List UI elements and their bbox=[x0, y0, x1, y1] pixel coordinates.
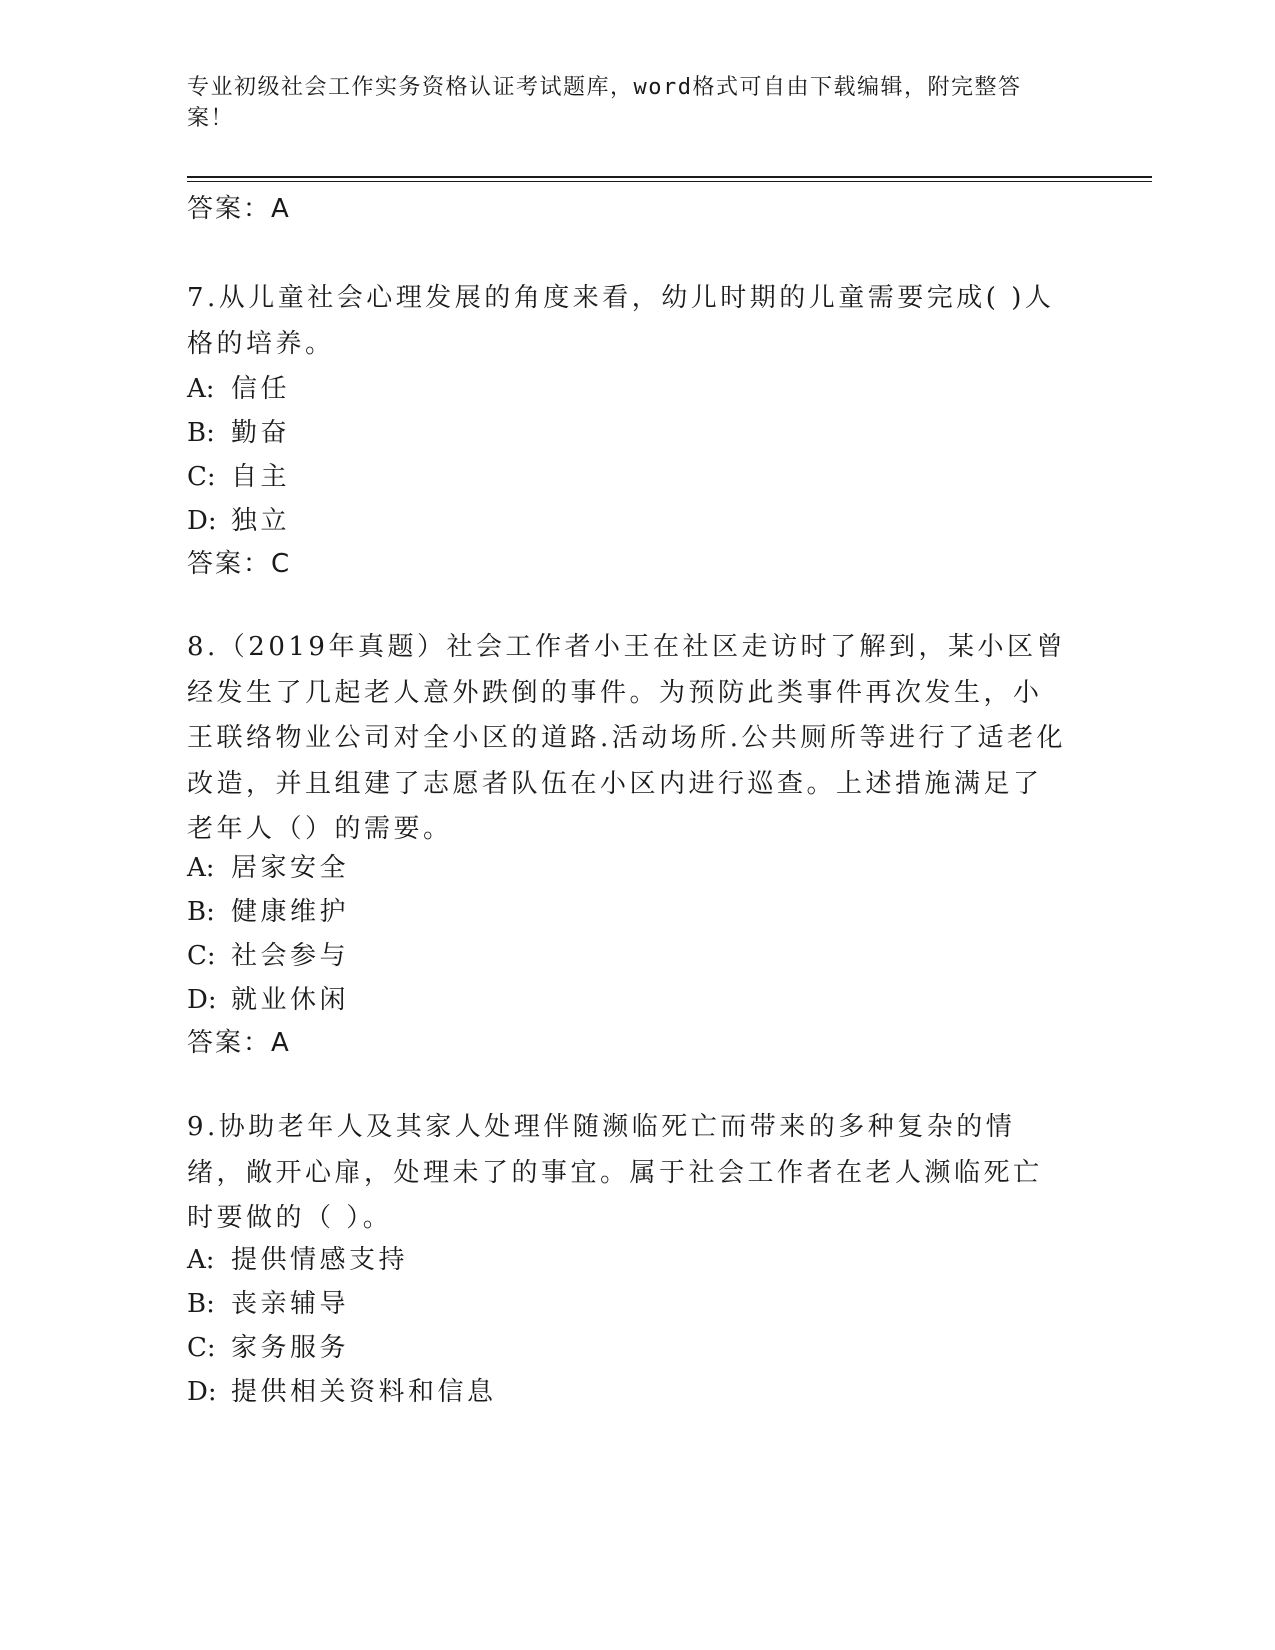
option-label: D: bbox=[187, 985, 217, 1015]
question-9-option-d bbox=[187, 1377, 497, 1407]
option-label: C: bbox=[187, 941, 216, 971]
option-text: 独立 bbox=[231, 506, 291, 536]
option-label: C: bbox=[187, 1333, 216, 1363]
option-text: 丧亲辅导 bbox=[231, 1289, 350, 1319]
question-8-option-a bbox=[187, 853, 349, 883]
option-text: 社会参与 bbox=[231, 941, 350, 971]
option-text: 家务服务 bbox=[231, 1333, 350, 1363]
answer-prev: 答案：A bbox=[187, 194, 291, 224]
document-header: 专业初级社会工作实务资格认证考试题库，word格式可自由下载编辑，附完整答案！ bbox=[187, 75, 1022, 131]
question-7-option-c bbox=[187, 462, 290, 492]
option-label: A: bbox=[187, 853, 215, 883]
option-text: 信任 bbox=[231, 374, 291, 404]
header-rule-thin bbox=[187, 181, 1152, 182]
option-label: D: bbox=[187, 506, 217, 536]
question-7-answer: 答案：C bbox=[187, 549, 292, 579]
question-7-option-d bbox=[187, 506, 290, 536]
question-8-text: 8.（2019年真题）社会工作者小王在社区走访时了解到，某小区曾经发生了几起老人意外跌倒的事件。为预防此类事件再次发生，小王联络物业公司对全小区的道路.活动场所.公共厕所等进行了适老化改造，并且组建了志愿者队伍在小区内进行巡查。上述措施满足了老年人（）的需要。 bbox=[187, 632, 1067, 844]
question-9-text: 9.协助老年人及其家人处理伴随濒临死亡而带来的多种复杂的情绪，敞开心扉，处理未了的事宜。属于社会工作者在老人濒临死亡时要做的（ ）。 bbox=[187, 1112, 1043, 1233]
question-8-option-b bbox=[187, 897, 349, 927]
question-9-option-a bbox=[187, 1245, 408, 1275]
question-9-option-c bbox=[187, 1333, 349, 1363]
question-7-option-b bbox=[187, 418, 290, 448]
option-label: A: bbox=[187, 1245, 215, 1275]
option-text: 提供相关资料和信息 bbox=[231, 1377, 497, 1407]
option-label: B: bbox=[187, 1289, 215, 1319]
question-7-option-a bbox=[187, 374, 290, 404]
question-8-option-c bbox=[187, 941, 349, 971]
option-label: D: bbox=[187, 1377, 217, 1407]
option-label: C: bbox=[187, 462, 216, 492]
option-text: 提供情感支持 bbox=[231, 1245, 409, 1275]
question-9-option-b bbox=[187, 1289, 349, 1319]
question-8-option-d bbox=[187, 985, 349, 1015]
option-text: 自主 bbox=[231, 462, 291, 492]
option-text: 勤奋 bbox=[231, 418, 291, 448]
question-7-text: 7.从儿童社会心理发展的角度来看，幼儿时期的儿童需要完成( )人格的培养。 bbox=[187, 283, 1055, 359]
option-label: B: bbox=[187, 418, 215, 448]
option-label: B: bbox=[187, 897, 215, 927]
option-label: A: bbox=[187, 374, 215, 404]
option-text: 健康维护 bbox=[231, 897, 350, 927]
option-text: 居家安全 bbox=[231, 853, 350, 883]
option-text: 就业休闲 bbox=[231, 985, 350, 1015]
question-8-answer: 答案：A bbox=[187, 1028, 291, 1058]
header-rule bbox=[187, 176, 1152, 178]
